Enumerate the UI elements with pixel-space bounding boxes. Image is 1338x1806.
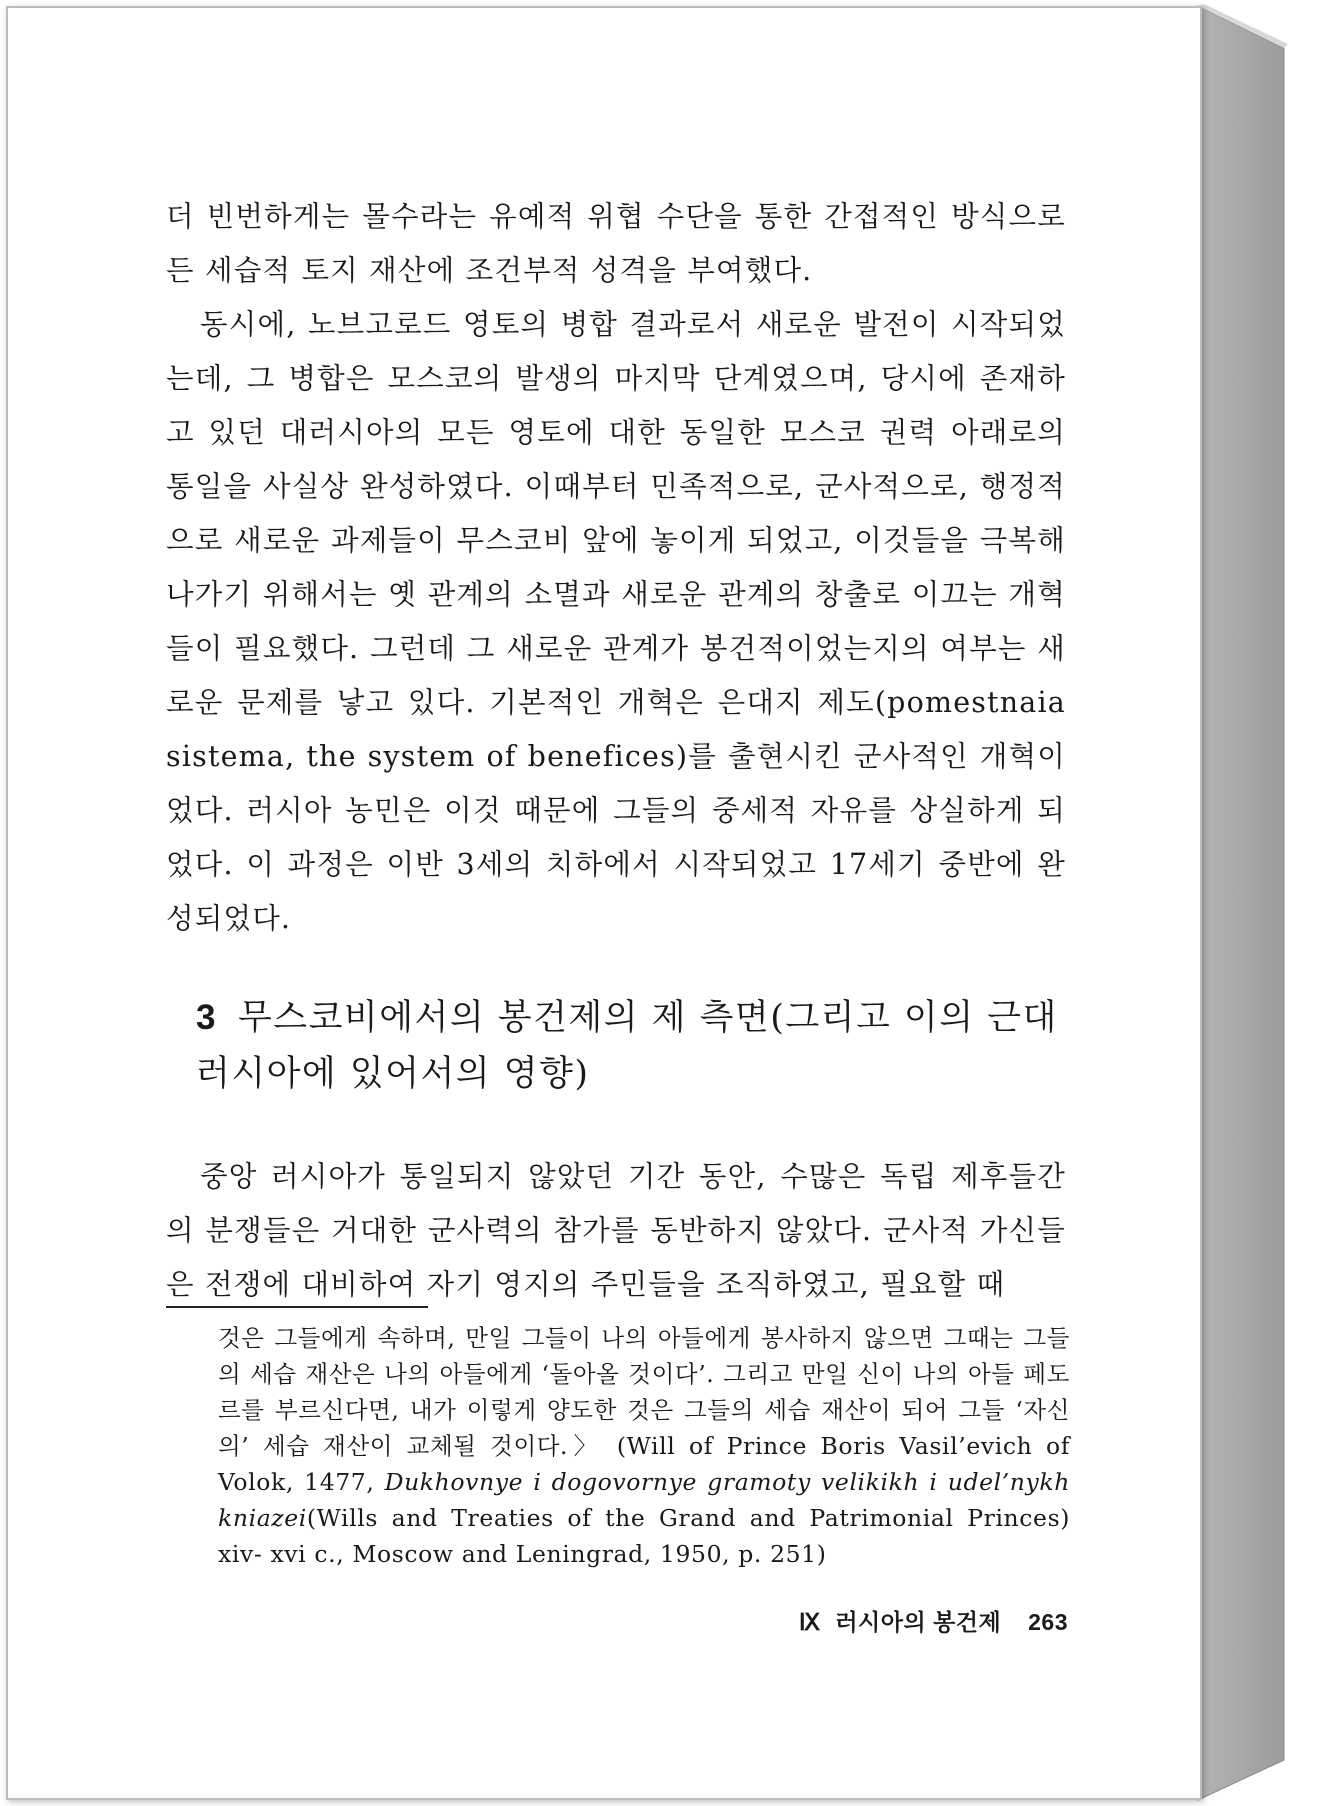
running-footer bbox=[799, 1604, 1068, 1637]
paragraph-1: 더 빈번하게는 몰수라는 유예적 위협 수단을 통한 간접적인 방식으로든 세습적 토지 재산에 조건부적 성격을 부여했다. bbox=[166, 200, 1066, 287]
chapter-title: 러시아의 봉건제 bbox=[835, 1609, 1002, 1635]
section-paragraph: 중앙 러시아가 통일되지 않았던 기간 동안, 수많은 독립 제후들간의 분쟁들은 거대한 군사력의 참가를 동반하지 않았다. 군사적 가신들은 전쟁에 대비하여 자기 영지의 주민들을 조직하였고, 필요할 때 bbox=[166, 1160, 1066, 1301]
footnote-korean-text: 것은 그들에게 속하며, 만일 그들이 나의 아들에게 봉사하지 않으면 그때는 그들의 세습 재산은 나의 아들에게 ‘돌아올 것이다’. 그리고 만일 신이 나의 아들 페도르를 부르신다면, 내가 이렇게 양도한 것은 그들의 세습 재산이 되어 그들 ‘자신의’ 세습 재산이 교체될 것이다.〉 bbox=[218, 1324, 1070, 1460]
paragraph-2: 동시에, 노브고로드 영토의 병합 결과로서 새로운 발전이 시작되었는데, 그 병합은 모스코의 발생의 마지막 단계였으며, 당시에 존재하고 있던 대러시아의 모든 영토에 대한 동일한 모스코 권력 아래로의 통일을 사실상 완성하였다. 이때부터 민족적으로, 군사적으로, 행정적으로 새로운 과제들이 무스코비 앞에 놓이게 되었고, 이것들을 극복해 나가기 위해서는 옛 관계의 소멸과 새로운 관계의 창출로 이끄는 개혁들이 필요했다. 그런데 그 새로운 관계가 봉건적이었는지의 여부는 새로운 문제를 낳고 있다. 기본적인 개혁은 은대지 제도(pomestnaia sistema, the system of benefices)를 출현시킨 군사적인 개혁이었다. 러시아 농민은 이것 때문에 그들의 중세적 자유를 상실하게 되었다. 이 과정은 이반 3세의 치하에서 시작되었고 17세기 중반에 완성되었다. bbox=[166, 308, 1066, 935]
body-text bbox=[166, 190, 1066, 946]
section-heading bbox=[196, 990, 1076, 1102]
footnote-divider bbox=[166, 1306, 428, 1308]
section-number: 3 bbox=[196, 998, 217, 1037]
footnote-citation-pre: (Will of Prince Boris Vasil’evich of Volok, 1477, bbox=[218, 1432, 1070, 1496]
footnote-citation-post: (Wills and Treaties of the Grand and Patrimonial Princes) xiv- xvi c., Moscow and Leningrad, 1950, p. 251) bbox=[218, 1504, 1070, 1568]
section-title: 무스코비에서의 봉건제의 제 측면(그리고 이의 근대 러시아에 있어서의 영향) bbox=[196, 998, 1058, 1094]
section-body bbox=[166, 1150, 1066, 1312]
footnote bbox=[218, 1320, 1070, 1572]
footnote-citation-title: Dukhovnye i dogovornye gramoty velikikh i udel’nykh kniazei bbox=[218, 1468, 1070, 1532]
page-number: 263 bbox=[1028, 1609, 1068, 1635]
chapter-numeral: Ⅸ bbox=[798, 1610, 821, 1635]
